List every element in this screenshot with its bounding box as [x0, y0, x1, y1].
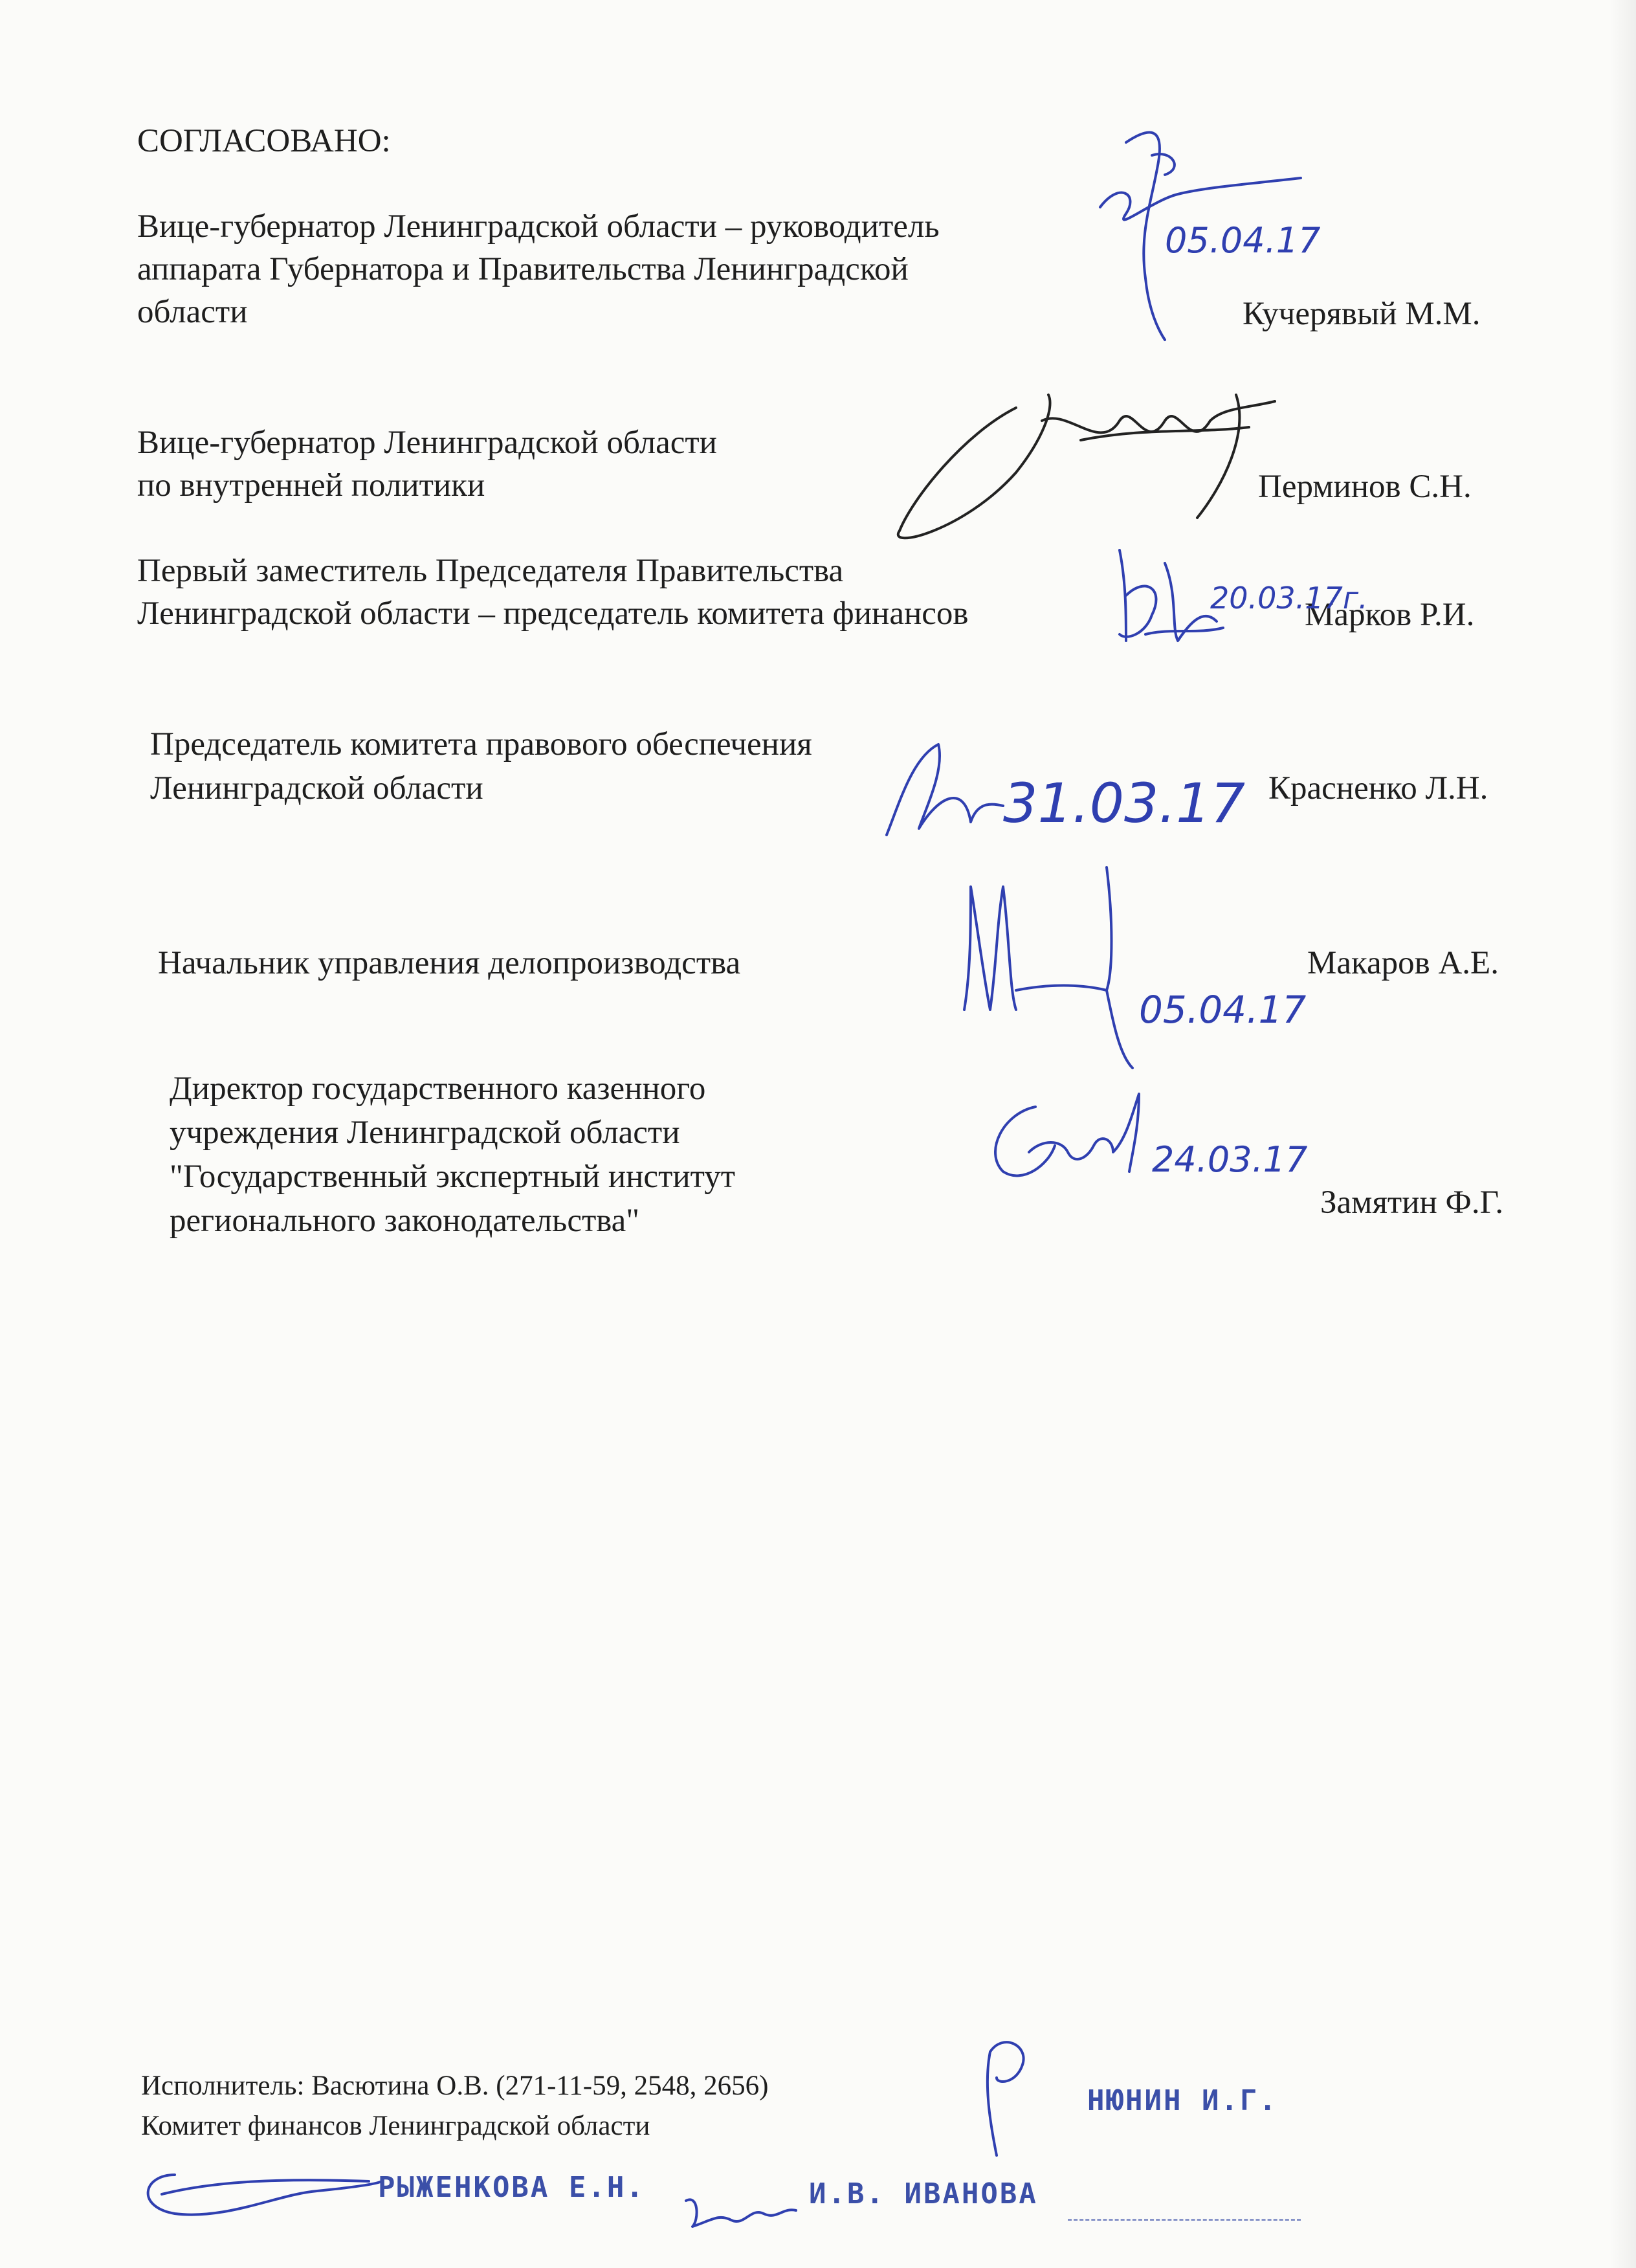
position-6-line-2: учреждения Ленинградской области: [170, 1115, 680, 1151]
position-4-line-1: Председатель комитета правового обеспечения: [150, 726, 812, 762]
position-6-line-3: "Государственный экспертный институт: [170, 1159, 736, 1195]
signature-makarov: [945, 861, 1320, 1074]
position-2-line-2: по внутренней политики: [137, 467, 485, 504]
position-1-line-2: аппарата Губернатора и Правительства Ленинградской: [137, 251, 909, 287]
position-2-line-1: Вице-губернатор Ленинградской области: [137, 425, 717, 461]
stamp-ryzhenkova: РЫЖЕНКОВА Е.Н.: [378, 2171, 645, 2204]
signer-name-1: Кучерявый М.М.: [1243, 296, 1481, 332]
signature-markov: [1107, 537, 1378, 667]
position-1-line-3: области: [137, 294, 248, 330]
signature-krasnenko: [867, 731, 1246, 848]
stamp-nyunin: НЮНИН И.Г.: [1087, 2084, 1278, 2117]
position-6-line-1: Директор государственного казенного: [170, 1071, 706, 1107]
signer-name-6: Замятин Ф.Г.: [1320, 1184, 1504, 1221]
signature-date-4: 31.03.17: [1003, 772, 1246, 835]
signature-date-5: 05.04.17: [1139, 988, 1307, 1032]
position-4-line-2: Ленинградской области: [150, 770, 483, 806]
position-3-line-2: Ленинградской области – председатель комитета финансов: [137, 595, 969, 632]
signature-nyunin: [958, 2032, 1061, 2162]
signature-ryzhenkova: [136, 2155, 382, 2233]
signer-name-4: Красненко Л.Н.: [1268, 770, 1488, 806]
position-1-line-1: Вице-губернатор Ленинградской области – руководитель: [137, 208, 940, 245]
signer-name-5: Макаров А.Е.: [1307, 945, 1499, 981]
signature-perminov: [887, 382, 1288, 550]
department-line: Комитет финансов Ленинградской области: [141, 2111, 650, 2141]
signature-date-6: 24.03.17: [1152, 1139, 1308, 1180]
signature-date-3: 20.03.17г.: [1210, 581, 1368, 616]
stamp-underline: [1068, 2219, 1301, 2221]
signer-name-2: Перминов С.Н.: [1258, 469, 1472, 505]
position-3-line-1: Первый заместитель Председателя Правительства: [137, 553, 844, 589]
signer-name-3: Марков Р.И.: [1305, 597, 1475, 633]
position-6-line-4: регионального законодательства": [170, 1203, 640, 1239]
paper-edge: [1610, 0, 1636, 2268]
position-5-line-1: Начальник управления делопроизводства: [158, 945, 741, 981]
signature-kucheryavy: [1087, 123, 1346, 343]
stamp-ivanova: И.В. ИВАНОВА: [809, 2177, 1038, 2210]
executor-line: Исполнитель: Васютина О.В. (271-11-59, 2548, 2656): [141, 2071, 769, 2101]
signature-date-1: 05.04.17: [1165, 220, 1321, 261]
approval-heading: СОГЛАСОВАНО:: [137, 123, 391, 159]
signature-ivanova: [673, 2181, 802, 2240]
signature-zamyatin: [977, 1087, 1340, 1217]
